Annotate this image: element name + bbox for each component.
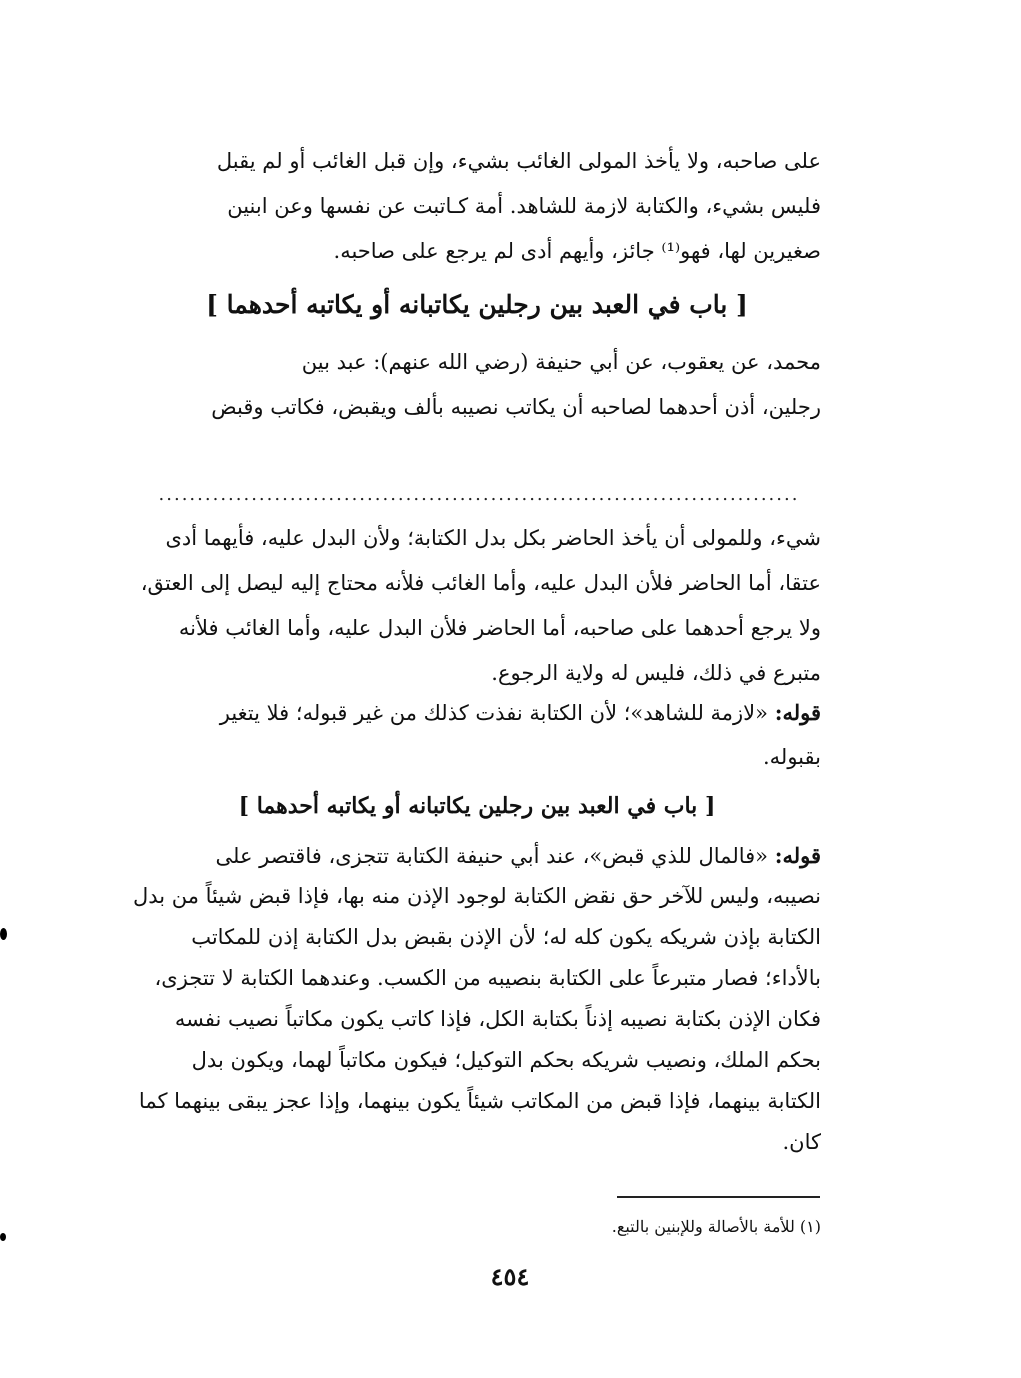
text-line: صغيرين لها، فهو⁽¹⁾ جائز، وأيهم أدى لم يرجع على صاحبه. bbox=[333, 239, 821, 263]
text-span: «فالمال للذي قبض»، عند أبي حنيفة الكتابة تتجزى، فاقتصر على bbox=[215, 844, 769, 868]
footnote: (١) للأمة بالأصالة وللإبنين بالتبع. bbox=[611, 1217, 821, 1236]
quote-label: قوله: bbox=[774, 700, 821, 725]
text-line bbox=[133, 690, 821, 735]
footnote-rule bbox=[617, 1196, 820, 1198]
commentary-paragraph-2 bbox=[133, 690, 821, 780]
commentary-paragraph-1 bbox=[133, 516, 821, 696]
text-line: شيء، وللمولى أن يأخذ الحاضر بكل بدل الكتابة؛ ولأن البدل عليه، فأيهما أدى bbox=[165, 526, 821, 550]
commentary-paragraph-3 bbox=[133, 835, 821, 1163]
text-line: فليس بشيء، والكتابة لازمة للشاهد. أمة كـاتبت عن نفسها وعن ابنين bbox=[227, 194, 821, 218]
text-line: نصيبه، وليس للآخر حق نقض الكتابة لوجود الإذن منه بها، فإذا قبض شيئاً من بدل bbox=[133, 884, 821, 908]
chapter-heading: [ باب في العبد بين رجلين يكاتبانه أو يكاتبه أحدهما ] bbox=[206, 290, 748, 319]
text-line: كان. bbox=[782, 1130, 821, 1154]
main-paragraph-1 bbox=[133, 139, 821, 274]
page-number: ٤٥٤ bbox=[490, 1262, 530, 1291]
text-line: متبرع في ذلك، فليس له ولاية الرجوع. bbox=[491, 661, 821, 685]
text-line bbox=[133, 835, 821, 876]
text-line: الكتابة بينهما، فإذا قبض من المكاتب شيئاً يكون بينهما، وإذا عجز يبقى بينهما كما bbox=[138, 1089, 821, 1113]
main-paragraph-2 bbox=[133, 340, 821, 430]
text-line: ولا يرجع أحدهما على صاحبه، أما الحاضر فلأن البدل عليه، وأما الغائب فلأنه bbox=[178, 616, 821, 640]
text-span: «لازمة للشاهد»؛ لأن الكتابة نفذت كذلك من غير قبوله؛ فلا يتغير bbox=[219, 701, 769, 725]
text-line: بقبوله. bbox=[763, 745, 821, 769]
text-line: بحكم الملك، ونصيب شريكه بحكم التوكيل؛ فيكون مكاتباً لهما، ويكون بدل bbox=[191, 1048, 821, 1072]
text-line: رجلين، أذن أحدهما لصاحبه أن يكاتب نصيبه بألف ويقبض، فكاتب وقبض bbox=[211, 395, 821, 419]
text-line: الكتابة بإذن شريكه يكون كله له؛ لأن الإذن بقبض بدل الكتابة إذن للمكاتب bbox=[191, 925, 821, 949]
text-line: عتقا، أما الحاضر فلأن البدل عليه، وأما الغائب فلأنه محتاج إليه ليصل إلى العتق، bbox=[140, 571, 821, 595]
text-line: على صاحبه، ولا يأخذ المولى الغائب بشيء، وإن قبل الغائب أو لم يقبل bbox=[216, 149, 821, 173]
text-line: فكان الإذن بكتابة نصيبه إذناً بكتابة الكل، فإذا كاتب يكون مكاتباً نصيب نفسه bbox=[174, 1007, 821, 1031]
scan-speck bbox=[0, 928, 7, 940]
scan-speck bbox=[0, 1233, 6, 1241]
commentary-heading: [ باب في العبد بين رجلين يكاتبانه أو يكاتبه أحدهما ] bbox=[238, 793, 716, 819]
dotted-separator: ................................................................................... bbox=[158, 484, 800, 504]
quote-label: قوله: bbox=[774, 843, 821, 868]
text-line: بالأداء؛ فصار متبرعاً على الكتابة بنصيبه من الكسب. وعندهما الكتابة لا تتجزى، bbox=[154, 966, 821, 990]
text-line: محمد، عن يعقوب، عن أبي حنيفة (رضي الله عنهم): عبد بين bbox=[301, 350, 821, 374]
